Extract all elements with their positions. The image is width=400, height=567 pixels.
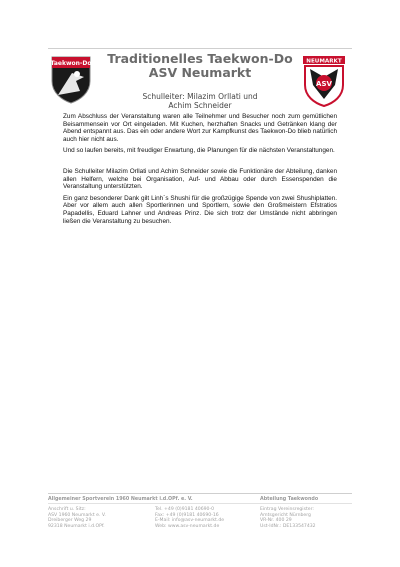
footer-registry-line: Amtsgericht Nürnberg	[260, 512, 311, 518]
footer-contact	[155, 507, 224, 529]
subtitle-line-1: Schulleiter: Milazim Orllati und	[142, 92, 258, 101]
page-title	[100, 52, 300, 80]
school-leaders	[100, 92, 300, 110]
taekwondo-logo	[50, 55, 92, 105]
footer-registry-line: Eintrag Vereinsregister:	[260, 507, 314, 512]
footer-dept-name: Abteilung Taekwondo	[260, 497, 319, 502]
footer-address-line: Anschrift u. Sitz:	[48, 507, 86, 512]
footer-fax: Fax: +49 (0)9181 40690-16	[155, 512, 219, 518]
title-line-1: Traditionelles Taekwon-Do	[107, 51, 293, 66]
article-body	[63, 113, 337, 229]
footer-org-name: Allgemeiner Sportverein 1960 Neumarkt i.d.OPf. e. V.	[48, 497, 193, 502]
footer-address	[48, 507, 106, 529]
footer-registry-line: VR-Nr. 400 29	[260, 518, 292, 524]
footer-address-line: ASV 1960 Neumarkt e. V.	[48, 512, 106, 518]
footer-registry-line: Ust-IdNr.: DE133547432	[260, 523, 316, 529]
asv-neumarkt-crest	[300, 55, 348, 107]
footer-mid-rule	[48, 503, 352, 504]
subtitle-line-2: Achim Schneider	[168, 101, 232, 110]
paragraph-1: Zum Abschluss der Veranstaltung waren alle Teilnehmer und Besucher noch zum gemütlichen Beisammensein vor Ort eingeladen. Mit Kuchen, herzhaften Snacks und Getränken klang der Abend entspannt aus. Das ein oder andere Wort zur Kampfkunst des Taekwon-Do blieb natürlich auch hier nicht aus.	[63, 113, 337, 143]
header-top-rule	[48, 48, 352, 49]
paragraph-3: Die Schulleiter Milazim Orllati und Achim Schneider sowie die Funktionäre der Abteilung, danken allen Helfern, welche bei Organisation, Auf- und Abbau oder durch Essenspenden die Veranstaltung unterstützten.	[63, 167, 337, 191]
footer-phone: Tel. +49 (0)9181 40690-0	[155, 507, 215, 512]
paragraph-4: Ein ganz besonderer Dank gilt Linh´s Shushi für die großzügige Spende von zwei Shushiplatten. Aber vor allem auch allen Sportlerinnen und Sportlern, sowie den Großmeistern Efstratios Papadellis, Eduard Lahner und Andreas Prinz. Die sich trotz der Umstände nicht abbringen ließen die Veranstaltung zu besuchen.	[63, 194, 337, 225]
footer-address-line: Dreiberger Weg 29	[48, 518, 92, 524]
footer-registry	[260, 507, 316, 529]
footer-email-link[interactable]: E-Mail: info@asv-neumarkt.de	[155, 518, 225, 524]
footer-website-link[interactable]: Web: www.asv-neumarkt.de	[155, 523, 220, 529]
title-line-2: ASV Neumarkt	[148, 65, 252, 80]
footer-top-rule	[48, 493, 352, 494]
taekwondo-logo-text: Taekwon-Do	[50, 60, 92, 67]
svg-text:ASV: ASV	[316, 80, 332, 88]
crest-banner-text: NEUMARKT	[306, 58, 342, 65]
footer-address-line: 92318 Neumarkt i.d.OPf.	[48, 523, 105, 529]
paragraph-2: Und so laufen bereits, mit freudiger Erwartung, die Planungen für die nächsten Veranstaltungen.	[63, 147, 335, 155]
